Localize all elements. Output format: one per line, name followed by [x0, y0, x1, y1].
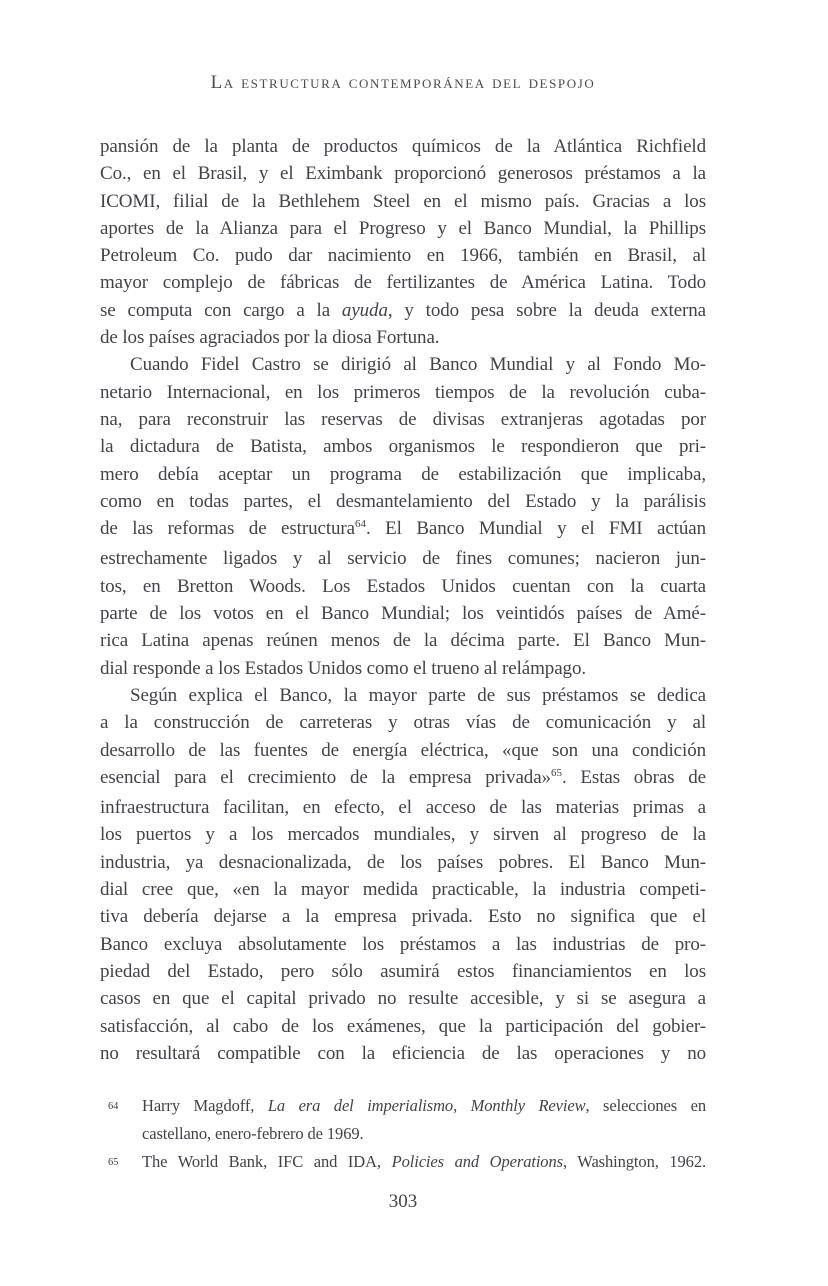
text-line: como en todas partes, el desmantelamiento del Estado y la parálisis: [100, 490, 706, 512]
text-line: netario Internacional, en los primeros tiempos de la revolución cuba-: [100, 381, 706, 403]
footnote-64: [100, 1092, 706, 1148]
text-segment: de las reformas de estructura: [100, 518, 355, 540]
italic-text: La era del imperialismo, Monthly Review: [267, 1096, 586, 1115]
text-line: los puertos y a los mercados mundiales, y sirven al progreso de la: [100, 824, 706, 846]
footnote-text-line: castellano, enero-febrero de 1969.: [142, 1124, 364, 1143]
italic-text: ayuda: [341, 299, 388, 321]
text-line: la dictadura de Batista, ambos organismos le respondieron que pri-: [100, 436, 706, 458]
footnote-number: 65: [108, 1157, 119, 1168]
text-line: piedad del Estado, pero sólo asumirá estos financiamientos en los: [100, 960, 706, 982]
text-line: tiva debería dejarse a la empresa privada. Esto no significa que el: [100, 906, 706, 928]
text-line: no resultará compatible con la eficiencia de las operaciones y no: [100, 1042, 706, 1064]
text-line: a la construcción de carreteras y otras vías de comunicación y al: [100, 712, 706, 734]
text-line: dial responde a los Estados Unidos como el trueno al relámpago.: [100, 657, 586, 679]
text-line: Banco excluya absolutamente los préstamos a las industrias de pro-: [100, 933, 706, 955]
text-line: [100, 515, 706, 545]
text-line: casos en que el capital privado no resulte accesible, y si se asegura a: [100, 988, 706, 1010]
text-line: na, para reconstruir las reservas de divisas extranjeras agotadas por: [100, 408, 706, 430]
paragraph-2: [100, 351, 706, 682]
text-line: rica Latina apenas reúnen menos de la décima parte. El Banco Mun-: [100, 630, 706, 652]
text-line: mero debía aceptar un programa de estabilización que implicaba,: [100, 463, 706, 485]
page-number: 303: [388, 1191, 418, 1212]
text-segment: The World Bank, IFC and IDA,: [142, 1152, 392, 1171]
text-segment: se computa con cargo a la: [100, 299, 342, 321]
footnote-65: [100, 1148, 706, 1176]
text-segment: Harry Magdoff,: [142, 1096, 268, 1115]
text-line: parte de los votos en el Banco Mundial; los veintidós países de Amé-: [100, 603, 706, 625]
text-line: infraestructura facilitan, en efecto, el acceso de las materias primas a: [100, 797, 706, 819]
text-line: aportes de la Alianza para el Progreso y el Banco Mundial, la Phillips: [100, 217, 706, 239]
text-segment: . El Banco Mundial y el FMI actúan: [365, 518, 706, 540]
text-line: ICOMI, filial de la Bethlehem Steel en el mismo país. Gracias a los: [100, 190, 706, 212]
text-line: tos, en Bretton Woods. Los Estados Unidos cuentan con la cuarta: [100, 575, 706, 597]
text-line: Cuando Fidel Castro se dirigió al Banco Mundial y al Fondo Mo-: [130, 354, 706, 376]
text-line: estrechamente ligados y al servicio de fines comunes; nacieron jun-: [100, 548, 706, 570]
text-line: pansión de la planta de productos químicos de la Atlántica Richfield: [100, 136, 706, 157]
paragraph-3: [100, 682, 706, 1067]
text-line: [100, 764, 706, 794]
text-segment: , Washington, 1962.: [562, 1152, 706, 1171]
text-line: Petroleum Co. pudo dar nacimiento en 1966, también en Brasil, al: [100, 245, 706, 267]
footnote-number: 64: [108, 1101, 119, 1112]
text-segment: , selecciones en: [585, 1096, 706, 1115]
text-line: Co., en el Brasil, y el Eximbank proporcionó generosos préstamos a la: [100, 163, 706, 185]
text-line: mayor complejo de fábricas de fertilizantes de América Latina. Todo: [100, 272, 706, 294]
text-line: de los países agraciados por la diosa Fortuna.: [100, 327, 440, 349]
text-line: [100, 297, 706, 324]
italic-text: Policies and Operations: [391, 1152, 563, 1171]
paragraph-1: [100, 133, 706, 351]
text-line: desarrollo de las fuentes de energía eléctrica, «que son una condición: [100, 739, 706, 761]
text-line: industria, ya desnacionalizada, de los países pobres. El Banco Mun-: [100, 851, 706, 873]
page-body: [100, 133, 706, 1067]
text-line: Según explica el Banco, la mayor parte de sus préstamos se dedica: [130, 684, 706, 706]
text-segment: , y todo pesa sobre la deuda externa: [387, 299, 706, 321]
text-line: dial cree que, «en la mayor medida practicable, la industria competi-: [100, 879, 706, 901]
footnote-text-line: [142, 1148, 706, 1176]
footnotes: [100, 1092, 706, 1176]
footnote-text-line: [142, 1092, 706, 1120]
running-header: La estructura contemporánea del despojo: [210, 72, 596, 93]
text-segment: esencial para el crecimiento de la empresa privada»: [100, 766, 551, 788]
footnote-ref-65: 65: [550, 766, 562, 779]
text-segment: . Estas obras de: [561, 766, 706, 788]
footnote-ref-64: 64: [354, 518, 366, 531]
text-line: satisfacción, al cabo de los exámenes, que la participación del gobier-: [100, 1015, 706, 1037]
